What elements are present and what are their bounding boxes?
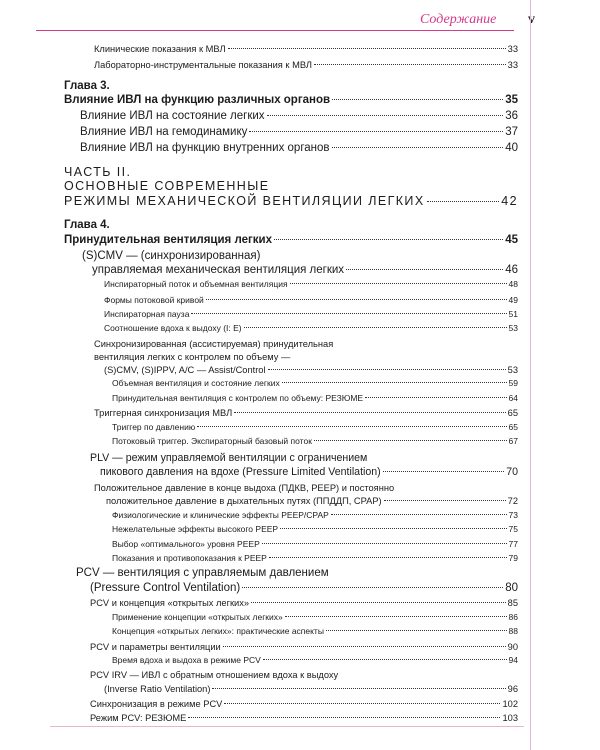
page-number: 65 (508, 422, 518, 432)
running-header-title: Содержание (420, 12, 497, 27)
toc-entry-line: (S)CMV — (синхронизированная) (82, 250, 261, 262)
toc-entry[interactable]: Клинические показания к МВЛ 33 (94, 44, 518, 54)
toc-entry[interactable]: Потоковый триггер. Экспираторный базовый поток 67 (112, 436, 518, 446)
toc-entry[interactable]: Концепция «открытых легких»: практические аспекты 88 (112, 626, 518, 636)
page-number: 48 (508, 279, 518, 289)
toc-entry[interactable]: (Pressure Control Ventilation) 80 (90, 582, 518, 594)
page-number: 80 (505, 582, 518, 594)
page-number: 70 (506, 466, 518, 478)
toc-entry[interactable]: Показания и противопоказания к PEEP 79 (112, 553, 518, 563)
toc-entry[interactable]: Физиологические и клинические эффекты PEEP/CPAP 73 (112, 510, 518, 520)
page-number: 94 (508, 655, 518, 665)
toc-entry-line: PCV — вентиляция с управляемым давлением (76, 567, 329, 579)
page-number: 77 (508, 539, 518, 549)
toc-entry[interactable]: Время вдоха и выдоха в режиме PCV 94 (112, 655, 518, 665)
toc-entry[interactable]: Применение концепции «открытых легких» 86 (112, 612, 518, 622)
page-number: 53 (507, 365, 518, 375)
page-number: 37 (505, 126, 518, 138)
page-number: 64 (508, 393, 518, 403)
toc-entry[interactable]: пикового давления на вдохе (Pressure Limited Ventilation) 70 (100, 466, 518, 478)
toc-entry[interactable]: (Inverse Ratio Ventilation) 96 (104, 684, 518, 694)
page-edge-rule (530, 0, 531, 750)
page-number: 36 (505, 110, 518, 122)
toc-entry[interactable]: Влияние ИВЛ на функцию внутренних органов 40 (80, 142, 518, 154)
page-number: 51 (508, 309, 518, 319)
page-number: 75 (508, 524, 518, 534)
toc-entry[interactable]: Выбор «оптимального» уровня PEEP 77 (112, 539, 518, 549)
toc-entry-line: PLV — режим управляемой вентиляции с ограничением (90, 452, 368, 464)
page-number: 88 (508, 626, 518, 636)
toc-entry-line: вентиляция легких с контролем по объему — (94, 352, 291, 362)
chapter-title-entry[interactable]: Влияние ИВЛ на функцию различных органов 35 (64, 94, 518, 106)
toc-entry[interactable]: Инспираторная пауза 51 (104, 309, 518, 319)
page-number: 86 (508, 612, 518, 622)
toc-entry[interactable]: Объемная вентиляция и состояние легких 59 (112, 378, 518, 388)
page-number: 42 (501, 194, 518, 208)
page-number: 103 (502, 713, 518, 723)
part-title-line: ОСНОВНЫЕ СОВРЕМЕННЫЕ (64, 179, 270, 193)
toc-entry[interactable]: PCV и параметры вентиляции 90 (90, 642, 518, 652)
chapter-label: Глава 4. (64, 219, 110, 231)
page-number: 96 (507, 684, 518, 694)
page-number: 65 (507, 408, 518, 418)
page-number: 72 (507, 496, 518, 506)
chapter-title-entry[interactable]: Принудительная вентиляция легких 45 (64, 234, 518, 246)
page-number: 73 (508, 510, 518, 520)
part-label: ЧАСТЬ II. (64, 165, 132, 179)
toc-entry-line: Синхронизированная (ассистируемая) принудительная (94, 339, 334, 349)
page-number: 35 (505, 94, 518, 106)
page-number: 45 (505, 234, 518, 246)
page-number: 67 (508, 436, 518, 446)
page-number: 59 (508, 378, 518, 388)
page-number: 40 (505, 142, 518, 154)
toc-entry[interactable]: Инспираторный поток и объемная вентиляция 48 (104, 279, 518, 289)
page-number: 33 (507, 60, 518, 70)
page-number: 53 (508, 323, 518, 333)
toc-entry-line: PCV IRV — ИВЛ с обратным отношением вдоха к выдоху (90, 670, 339, 680)
page-number: 85 (507, 598, 518, 608)
running-header-page-number: v (528, 12, 535, 27)
toc-entry[interactable]: Формы потоковой кривой 49 (104, 295, 518, 305)
page-number: 46 (505, 264, 518, 276)
toc-entry[interactable]: положительное давление в дыхательных путях (ППДДП, CPAP) 72 (106, 496, 518, 506)
toc-entry[interactable]: управляемая механическая вентиляция легких 46 (92, 264, 518, 276)
toc-entry[interactable]: Синхронизация в режиме PCV 102 (90, 699, 518, 709)
footer-rule (50, 726, 524, 727)
toc-entry[interactable]: Триггер по давлению 65 (112, 422, 518, 432)
toc-entry[interactable]: Влияние ИВЛ на гемодинамику 37 (80, 126, 518, 138)
toc-entry-line: Положительное давление в конце выдоха (ПДКВ, PEEP) и постоянно (94, 483, 395, 493)
toc-entry[interactable]: Нежелательные эффекты высокого PEEP 75 (112, 524, 518, 534)
page-number: 79 (508, 553, 518, 563)
page-number: 33 (507, 44, 518, 54)
toc-entry[interactable]: Соотношение вдоха к выдоху (I: E) 53 (104, 323, 518, 333)
toc-entry[interactable]: Режим PCV: РЕЗЮМЕ 103 (90, 713, 518, 723)
chapter-label: Глава 3. (64, 80, 110, 92)
toc-entry[interactable]: Триггерная синхронизация МВЛ 65 (94, 408, 518, 418)
page-number: 49 (508, 295, 518, 305)
toc-entry[interactable]: Принудительная вентиляция с контролем по объему: РЕЗЮМЕ 64 (112, 393, 518, 403)
toc-entry[interactable]: (S)CMV, (S)IPPV, A/C — Assist/Control 53 (104, 365, 518, 375)
part-title-entry[interactable]: РЕЖИМЫ МЕХАНИЧЕСКОЙ ВЕНТИЛЯЦИИ ЛЕГКИХ 42 (64, 194, 518, 208)
header-rule (36, 30, 514, 31)
toc-entry[interactable]: Лабораторно-инструментальные показания к МВЛ 33 (94, 60, 518, 70)
page-number: 90 (507, 642, 518, 652)
toc-entry[interactable]: Влияние ИВЛ на состояние легких 36 (80, 110, 518, 122)
page-number: 102 (502, 699, 518, 709)
toc-entry[interactable]: PCV и концепция «открытых легких» 85 (90, 598, 518, 608)
